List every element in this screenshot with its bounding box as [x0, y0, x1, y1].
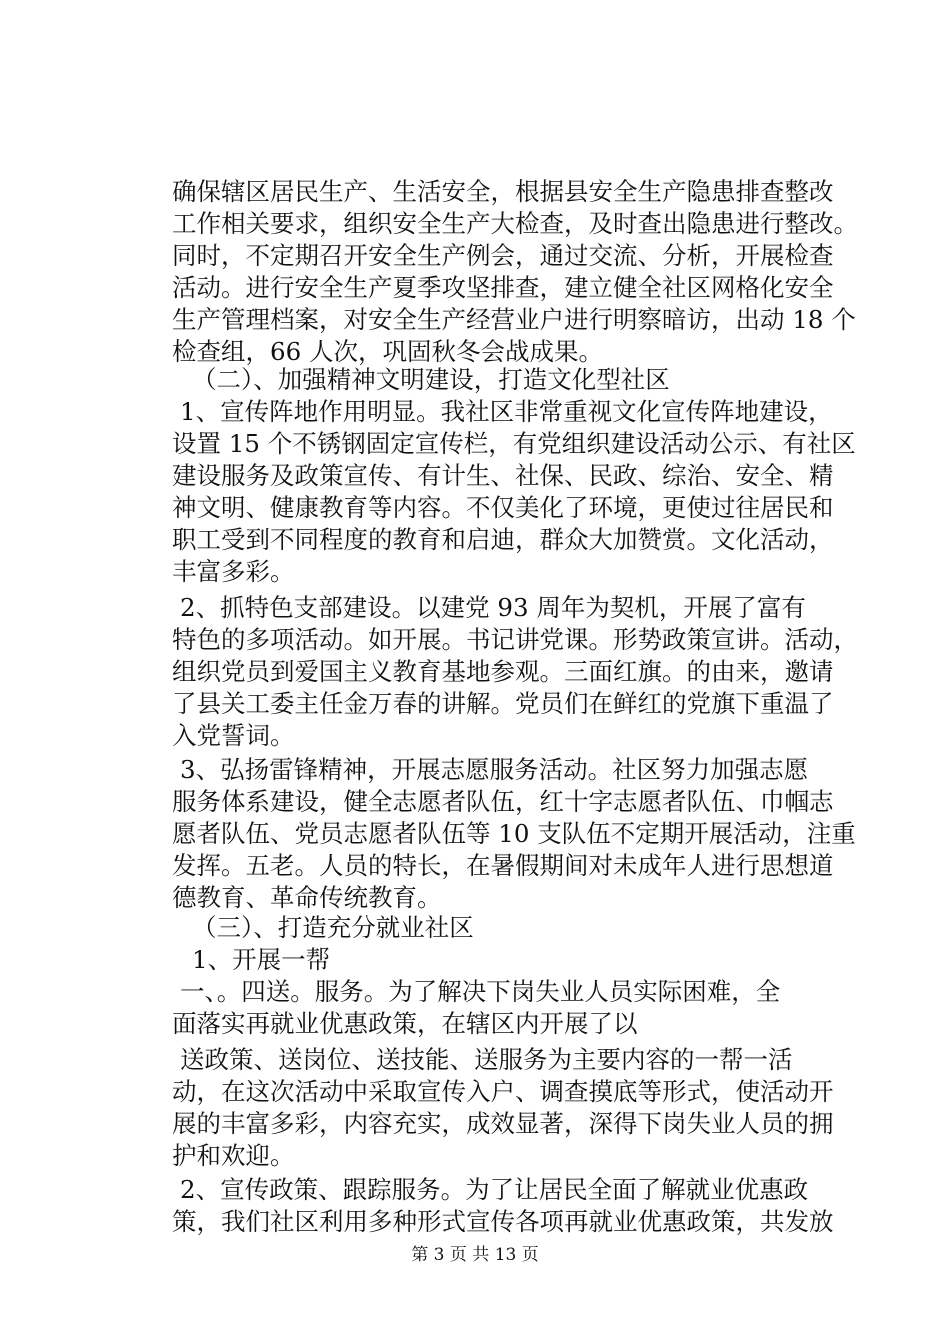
section-heading: （二）、加强精神文明建设，打造文化型社区 [192, 365, 670, 394]
text-line: 组织党员到爱国主义教育基地参观。三面红旗。的由来，邀请 [172, 657, 834, 686]
text-line: 2、抓特色支部建设。以建党 93 周年为契机，开展了富有 [180, 593, 806, 622]
text-line: 入党誓词。 [172, 721, 295, 750]
text-line: 生产管理档案，对安全生产经营业户进行明察暗访，出动 18 个 [172, 305, 856, 334]
text-line: 1、开展一帮 [192, 945, 331, 974]
text-line: 服务体系建设，健全志愿者队伍，红十字志愿者队伍、巾帼志 [172, 787, 834, 816]
text-line: 职工受到不同程度的教育和启迪，群众大加赞赏。文化活动， [172, 525, 834, 554]
text-line: 2、宣传政策、跟踪服务。为了让居民全面了解就业优惠政 [180, 1175, 809, 1204]
text-line: 一、。四送。服务。为了解决下岗失业人员实际困难，全 [180, 977, 781, 1006]
text-line: 了县关工委主任金万春的讲解。党员们在鲜红的党旗下重温了 [172, 689, 834, 718]
text-line: 1、宣传阵地作用明显。我社区非常重视文化宣传阵地建设， [180, 397, 833, 426]
text-line: 动，在这次活动中采取宣传入户、调查摸底等形式，使活动开 [172, 1077, 834, 1106]
text-line: 建设服务及政策宣传、有计生、社保、民政、综治、安全、精 [172, 461, 834, 490]
text-line: 特色的多项活动。如开展。书记讲党课。形势政策宣讲。活动， [172, 625, 858, 654]
text-line: 展的丰富多彩，内容充实，成效显著，深得下岗失业人员的拥 [172, 1109, 834, 1138]
text-line: 3、弘扬雷锋精神，开展志愿服务活动。社区努力加强志愿 [180, 755, 809, 784]
text-line: 面落实再就业优惠政策，在辖区内开展了以 [172, 1009, 638, 1038]
text-line: 策，我们社区利用多种形式宣传各项再就业优惠政策，共发放 [172, 1207, 834, 1236]
text-line: 神文明、健康教育等内容。不仅美化了环境，更使过往居民和 [172, 493, 834, 522]
text-line: 德教育、革命传统教育。 [172, 883, 442, 912]
text-line: 送政策、送岗位、送技能、送服务为主要内容的一帮一活 [180, 1045, 793, 1074]
text-line: 设置 15 个不锈钢固定宣传栏，有党组织建设活动公示、有社区 [172, 429, 856, 458]
text-line: 确保辖区居民生产、生活安全，根据县安全生产隐患排查整改 [172, 177, 834, 206]
text-line: 同时，不定期召开安全生产例会，通过交流、分析，开展检查 [172, 241, 834, 270]
text-line: 检查组，66 人次，巩固秋冬会战成果。 [172, 337, 603, 366]
page-indicator: 第 3 页 共 13 页 [411, 1245, 539, 1265]
text-line: 活动。进行安全生产夏季攻坚排查，建立健全社区网格化安全 [172, 273, 834, 302]
text-line: 愿者队伍、党员志愿者队伍等 10 支队伍不定期开展活动，注重 [172, 819, 856, 848]
text-line: 工作相关要求，组织安全生产大检查，及时查出隐患进行整改。 [172, 209, 858, 238]
text-line: 发挥。五老。人员的特长，在暑假期间对未成年人进行思想道 [172, 851, 834, 880]
section-heading: （三）、打造充分就业社区 [192, 913, 474, 942]
text-line: 丰富多彩。 [172, 557, 295, 586]
text-line: 护和欢迎。 [172, 1141, 295, 1170]
